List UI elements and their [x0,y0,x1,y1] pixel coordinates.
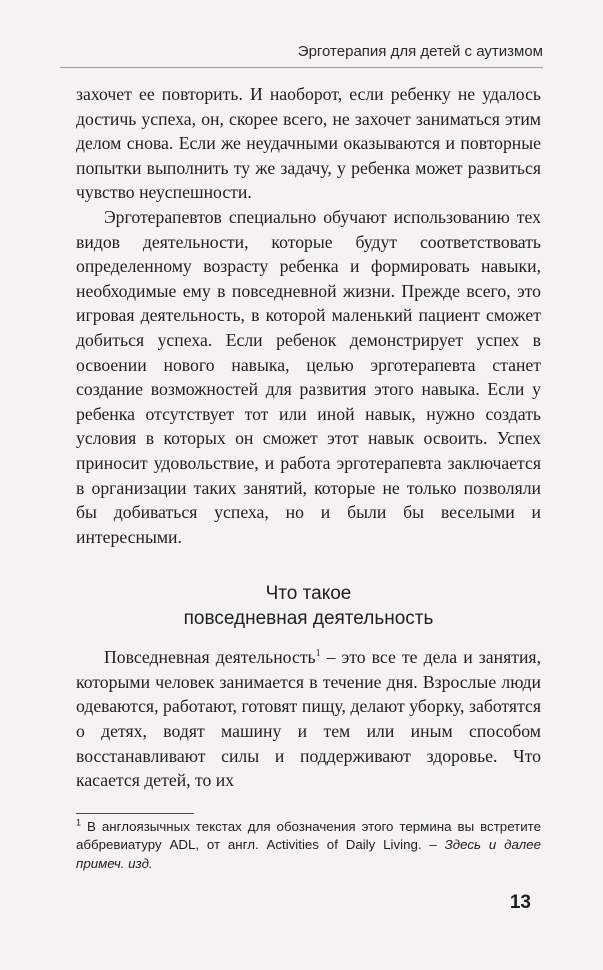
section-heading-line-2: повседневная деятельность [183,608,434,630]
footnote-rule [76,813,194,814]
body-text [76,82,541,873]
footnote-reference: 1 [315,648,321,660]
section-heading [76,581,541,631]
footnote [76,818,541,874]
paragraph-3-rest: – это все те дела и занятия, которыми человек занимается в течение дня. Взрослые люди одеваются, работают, готовят пищу, делают уборку, заботятся о детях, водят машину и тем или иным способом восстанавливают силы и поддерживают здоровье. Что касается детей, то их [76,647,541,791]
paragraph-2: Эрготерапевтов специально обучают использованию тех видов деятельности, которые будут соответствовать определенному возрасту ребенка и формировать навыки, необходимые ему в повседневной жизни. Прежде всего, это игровая деятельность, в которой маленький пациент сможет добиться успеха. Если ребенок демонстрирует успех в освоении нового навыка, целью эрготерапевта станет создание возможностей для развития этого навыка. Если у ребенка отсутствует тот или иной навык, нужно создать условия в которых он сможет этот навык освоить. Успех приносит удовольствие, и работа эрготерапевта заключается в организации таких занятий, которые не только позволяли бы добиваться успеха, но и были бы веселыми и интересными. [76,206,541,547]
footnote-text: В англоязычных текстах для обозначения этого термина вы встретите аббревиатуру ADL, от англ. Activities of Daily Living. – [76,818,541,853]
paragraph-3 [76,645,541,793]
paragraph-3-term: Повседневная деятельность [104,647,316,668]
footnote-italic-text: Здесь и далее примеч. изд. [76,837,541,871]
footnote-mark: 1 [76,817,82,828]
section-heading-line-1: Что такое [265,583,352,605]
page-number: 13 [509,892,531,913]
header-rule [60,67,543,68]
running-head: Эрготерапия для детей с аутизмом [297,43,543,60]
paragraph-1: захочет ее повторить. И наоборот, если ребенку не удалось достичь успеха, он, скорее всего, не захочет заниматься этим делом снова. Если же неудачными оказываются и повторные попытки выполнить ту же задачу, у ребенка может развиться чувство неуспешности. [76,84,541,203]
